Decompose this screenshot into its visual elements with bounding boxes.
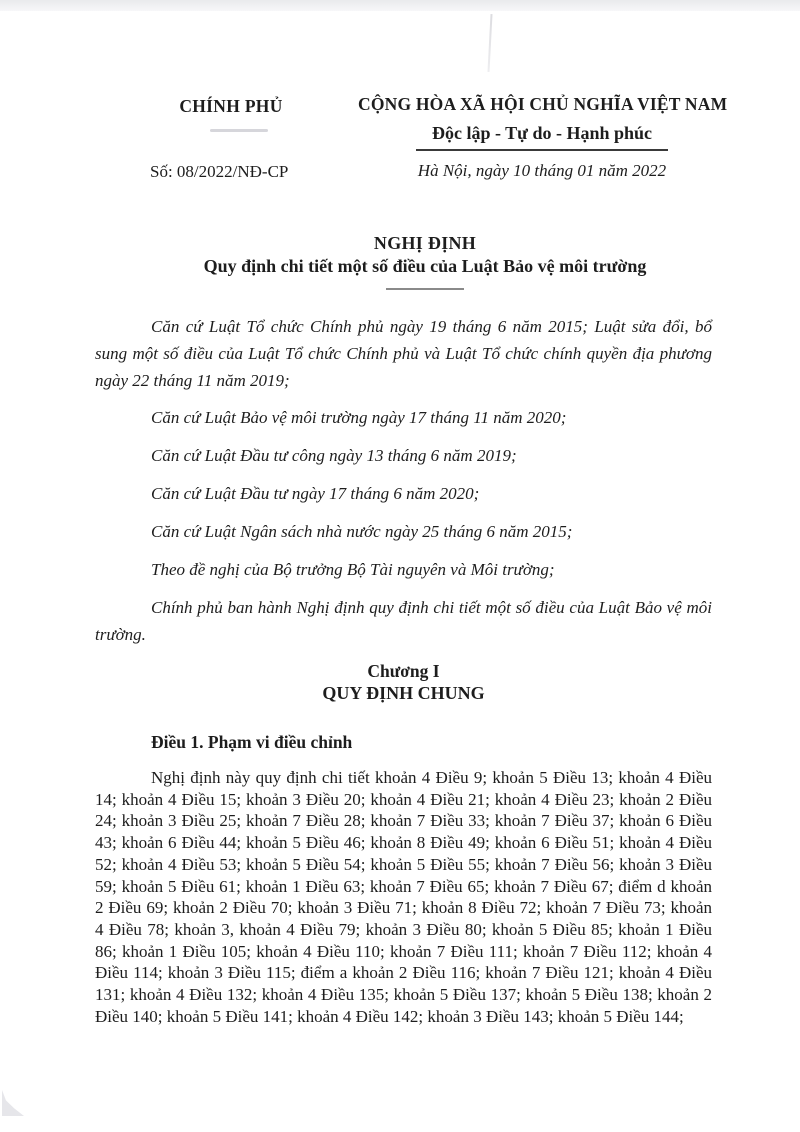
national-header [358, 94, 726, 181]
document-subject-heading: Quy định chi tiết một số điều của Luật Bảo vệ môi trường [203, 256, 647, 276]
document-number: Số: 08/2022/NĐ-CP [150, 162, 289, 181]
national-motto: Độc lập - Tự do - Hạnh phúc [431, 123, 653, 143]
article-heading: Điều 1. Phạm vi điều chỉnh [151, 732, 353, 752]
scan-scratch-artifact [487, 14, 492, 72]
issuing-agency: CHÍNH PHỦ [179, 96, 283, 116]
scan-edge-artifact [0, 0, 800, 11]
chapter-heading-block [95, 660, 712, 705]
national-title: CỘNG HÒA XÃ HỘI CHỦ NGHĨA VIỆT NAM [358, 94, 728, 114]
preamble-paragraph: Theo đề nghị của Bộ trưởng Bộ Tài nguyên và Môi trường; [151, 560, 555, 579]
preamble-paragraph: Căn cứ Luật Ngân sách nhà nước ngày 25 tháng 6 năm 2015; [151, 522, 573, 541]
article-body-text: Nghị định này quy định chi tiết khoản 4 Điều 9; khoản 5 Điều 13; khoản 4 Điều 14; khoản 4 Điều 15; khoản 3 Điều 20; khoản 4 Điều 21; khoản 4 Điều 23; khoản 2 Điều 24; khoản 3 Điều 25; khoản 7 Điều 28; khoản 7 Điều 33; khoản 7 Điều 37; khoản 6 Điều 43; khoản 6 Điều 44; khoản 5 Điều 46; khoản 8 Điều 49; khoản 6 Điều 51; khoản 4 Điều 52; khoản 4 Điều 53; khoản 5 Điều 54; khoản 5 Điều 55; khoản 7 Điều 56; khoản 3 Điều 59; khoản 5 Điều 61; khoản 1 Điều 63; khoản 7 Điều 65; khoản 7 Điều 67; điểm d khoản 2 Điều 69; khoản 2 Điều 70; khoản 3 Điều 71; khoản 8 Điều 72; khoản 7 Điều 73; khoản 4 Điều 78; khoản 3, khoản 4 Điều 79; khoản 3 Điều 80; khoản 5 Điều 85; khoản 1 Điều 86; khoản 1 Điều 105; khoản 4 Điều 110; khoản 7 Điều 111; khoản 7 Điều 112; khoản 4 Điều 114; khoản 3 Điều 115; điểm a khoản 2 Điều 116; khoản 7 Điều 121; khoản 4 Điều 131; khoản 4 Điều 132; khoản 4 Điều 135; khoản 5 Điều 137; khoản 5 Điều 138; khoản 2 Điều 140; khoản 5 Điều 141; khoản 4 Điều 142; khoản 3 Điều 143; khoản 5 Điều 144; [95, 768, 712, 1026]
agency-underline [210, 129, 268, 132]
motto-underline [416, 149, 668, 151]
document-type-heading: NGHỊ ĐỊNH [373, 233, 477, 253]
place-and-date: Hà Nội, ngày 10 tháng 01 năm 2022 [417, 161, 667, 180]
preamble-paragraph: Căn cứ Luật Đầu tư công ngày 13 tháng 6 năm 2019; [151, 446, 517, 465]
preamble-paragraph: Căn cứ Luật Tổ chức Chính phủ ngày 19 tháng 6 năm 2015; Luật sửa đổi, bổ sung một số điều của Luật Tổ chức Chính phủ và Luật Tổ chức chính quyền địa phương ngày 22 tháng 11 năm 2019; [95, 317, 712, 390]
scan-corner-artifact [2, 1090, 24, 1116]
preamble-paragraph: Căn cứ Luật Bảo vệ môi trường ngày 17 tháng 11 năm 2020; [151, 408, 567, 427]
chapter-label: Chương I [367, 661, 440, 681]
enacting-clause: Chính phủ ban hành Nghị định quy định chi tiết một số điều của Luật Bảo vệ môi trường. [95, 598, 712, 644]
document-body [95, 313, 712, 1027]
preamble-paragraph: Căn cứ Luật Đầu tư ngày 17 tháng 6 năm 2020; [151, 484, 480, 503]
title-underline [386, 288, 464, 290]
document-title-block [130, 233, 720, 290]
chapter-title: QUY ĐỊNH CHUNG [322, 683, 485, 703]
